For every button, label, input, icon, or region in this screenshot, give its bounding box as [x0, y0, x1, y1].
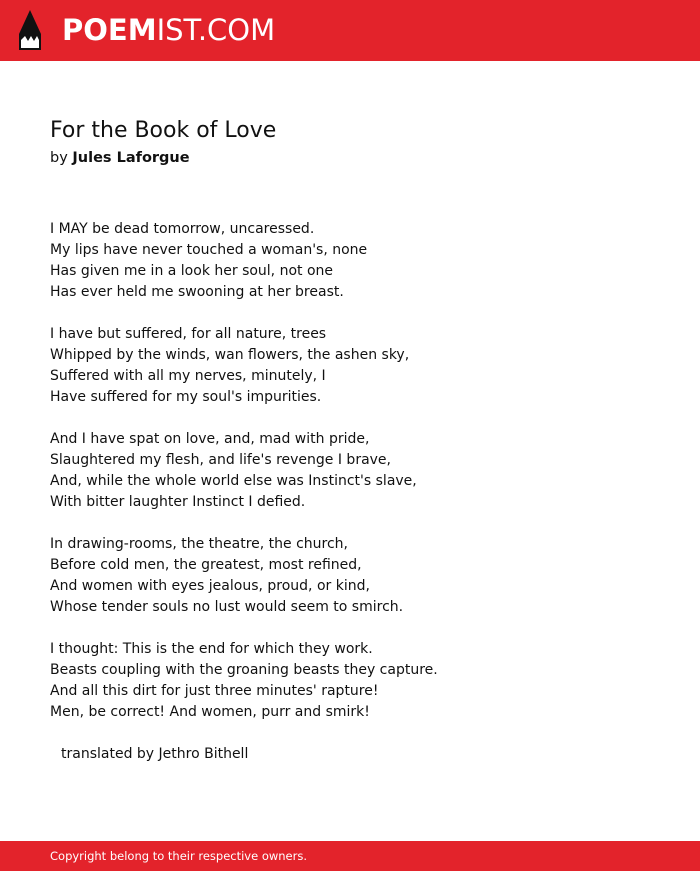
stanza [50, 534, 650, 618]
stanza [50, 639, 650, 723]
stanza [50, 429, 650, 513]
poem-line: Beasts coupling with the groaning beasts they capture. [50, 662, 438, 678]
byline [50, 148, 190, 168]
poem-line: Have suffered for my soul's impurities. [50, 389, 322, 405]
site-header [0, 0, 700, 61]
copyright-notice: Copyright belong to their respective owners. [50, 849, 308, 863]
poem-line: In drawing-rooms, the theatre, the church, [50, 536, 349, 552]
poem-line: And all this dirt for just three minutes' rapture! [50, 683, 379, 699]
poem-line: Men, be correct! And women, purr and smirk! [50, 704, 370, 720]
poem-line: Before cold men, the greatest, most refined, [50, 557, 362, 573]
poem-line: I have but suffered, for all nature, trees [50, 326, 327, 342]
poem-line: And I have spat on love, and, mad with pride, [50, 431, 370, 447]
poem-line: And, while the whole world else was Instinct's slave, [50, 473, 417, 489]
poem-line: Has ever held me swooning at her breast. [50, 284, 344, 300]
poem-line: My lips have never touched a woman's, none [50, 242, 368, 258]
poem-line: I MAY be dead tomorrow, uncaressed. [50, 221, 315, 237]
poem-line: I thought: This is the end for which they work. [50, 641, 373, 657]
stanza [50, 324, 650, 408]
logo-bold-text: POEM [62, 13, 157, 47]
author-name: Jules Laforgue [72, 150, 190, 166]
site-logo[interactable] [62, 12, 275, 48]
poem-body [50, 219, 650, 744]
site-footer [0, 841, 700, 871]
stanza [50, 219, 650, 303]
poem-line: Suffered with all my nerves, minutely, I [50, 368, 326, 384]
poem-line: Slaughtered my flesh, and life's revenge I brave, [50, 452, 391, 468]
pencil-tip-icon[interactable] [19, 10, 41, 50]
by-label: by [50, 150, 68, 166]
translator-credit: translated by Jethro Bithell [61, 746, 249, 762]
poem-line: Whipped by the winds, wan flowers, the ashen sky, [50, 347, 410, 363]
poem-line: And women with eyes jealous, proud, or kind, [50, 578, 370, 594]
poem-line: With bitter laughter Instinct I defied. [50, 494, 306, 510]
poem-title: For the Book of Love [50, 118, 277, 143]
logo-light-text: IST.COM [156, 13, 276, 47]
poem-line: Has given me in a look her soul, not one [50, 263, 334, 279]
poem-line: Whose tender souls no lust would seem to smirch. [50, 599, 404, 615]
